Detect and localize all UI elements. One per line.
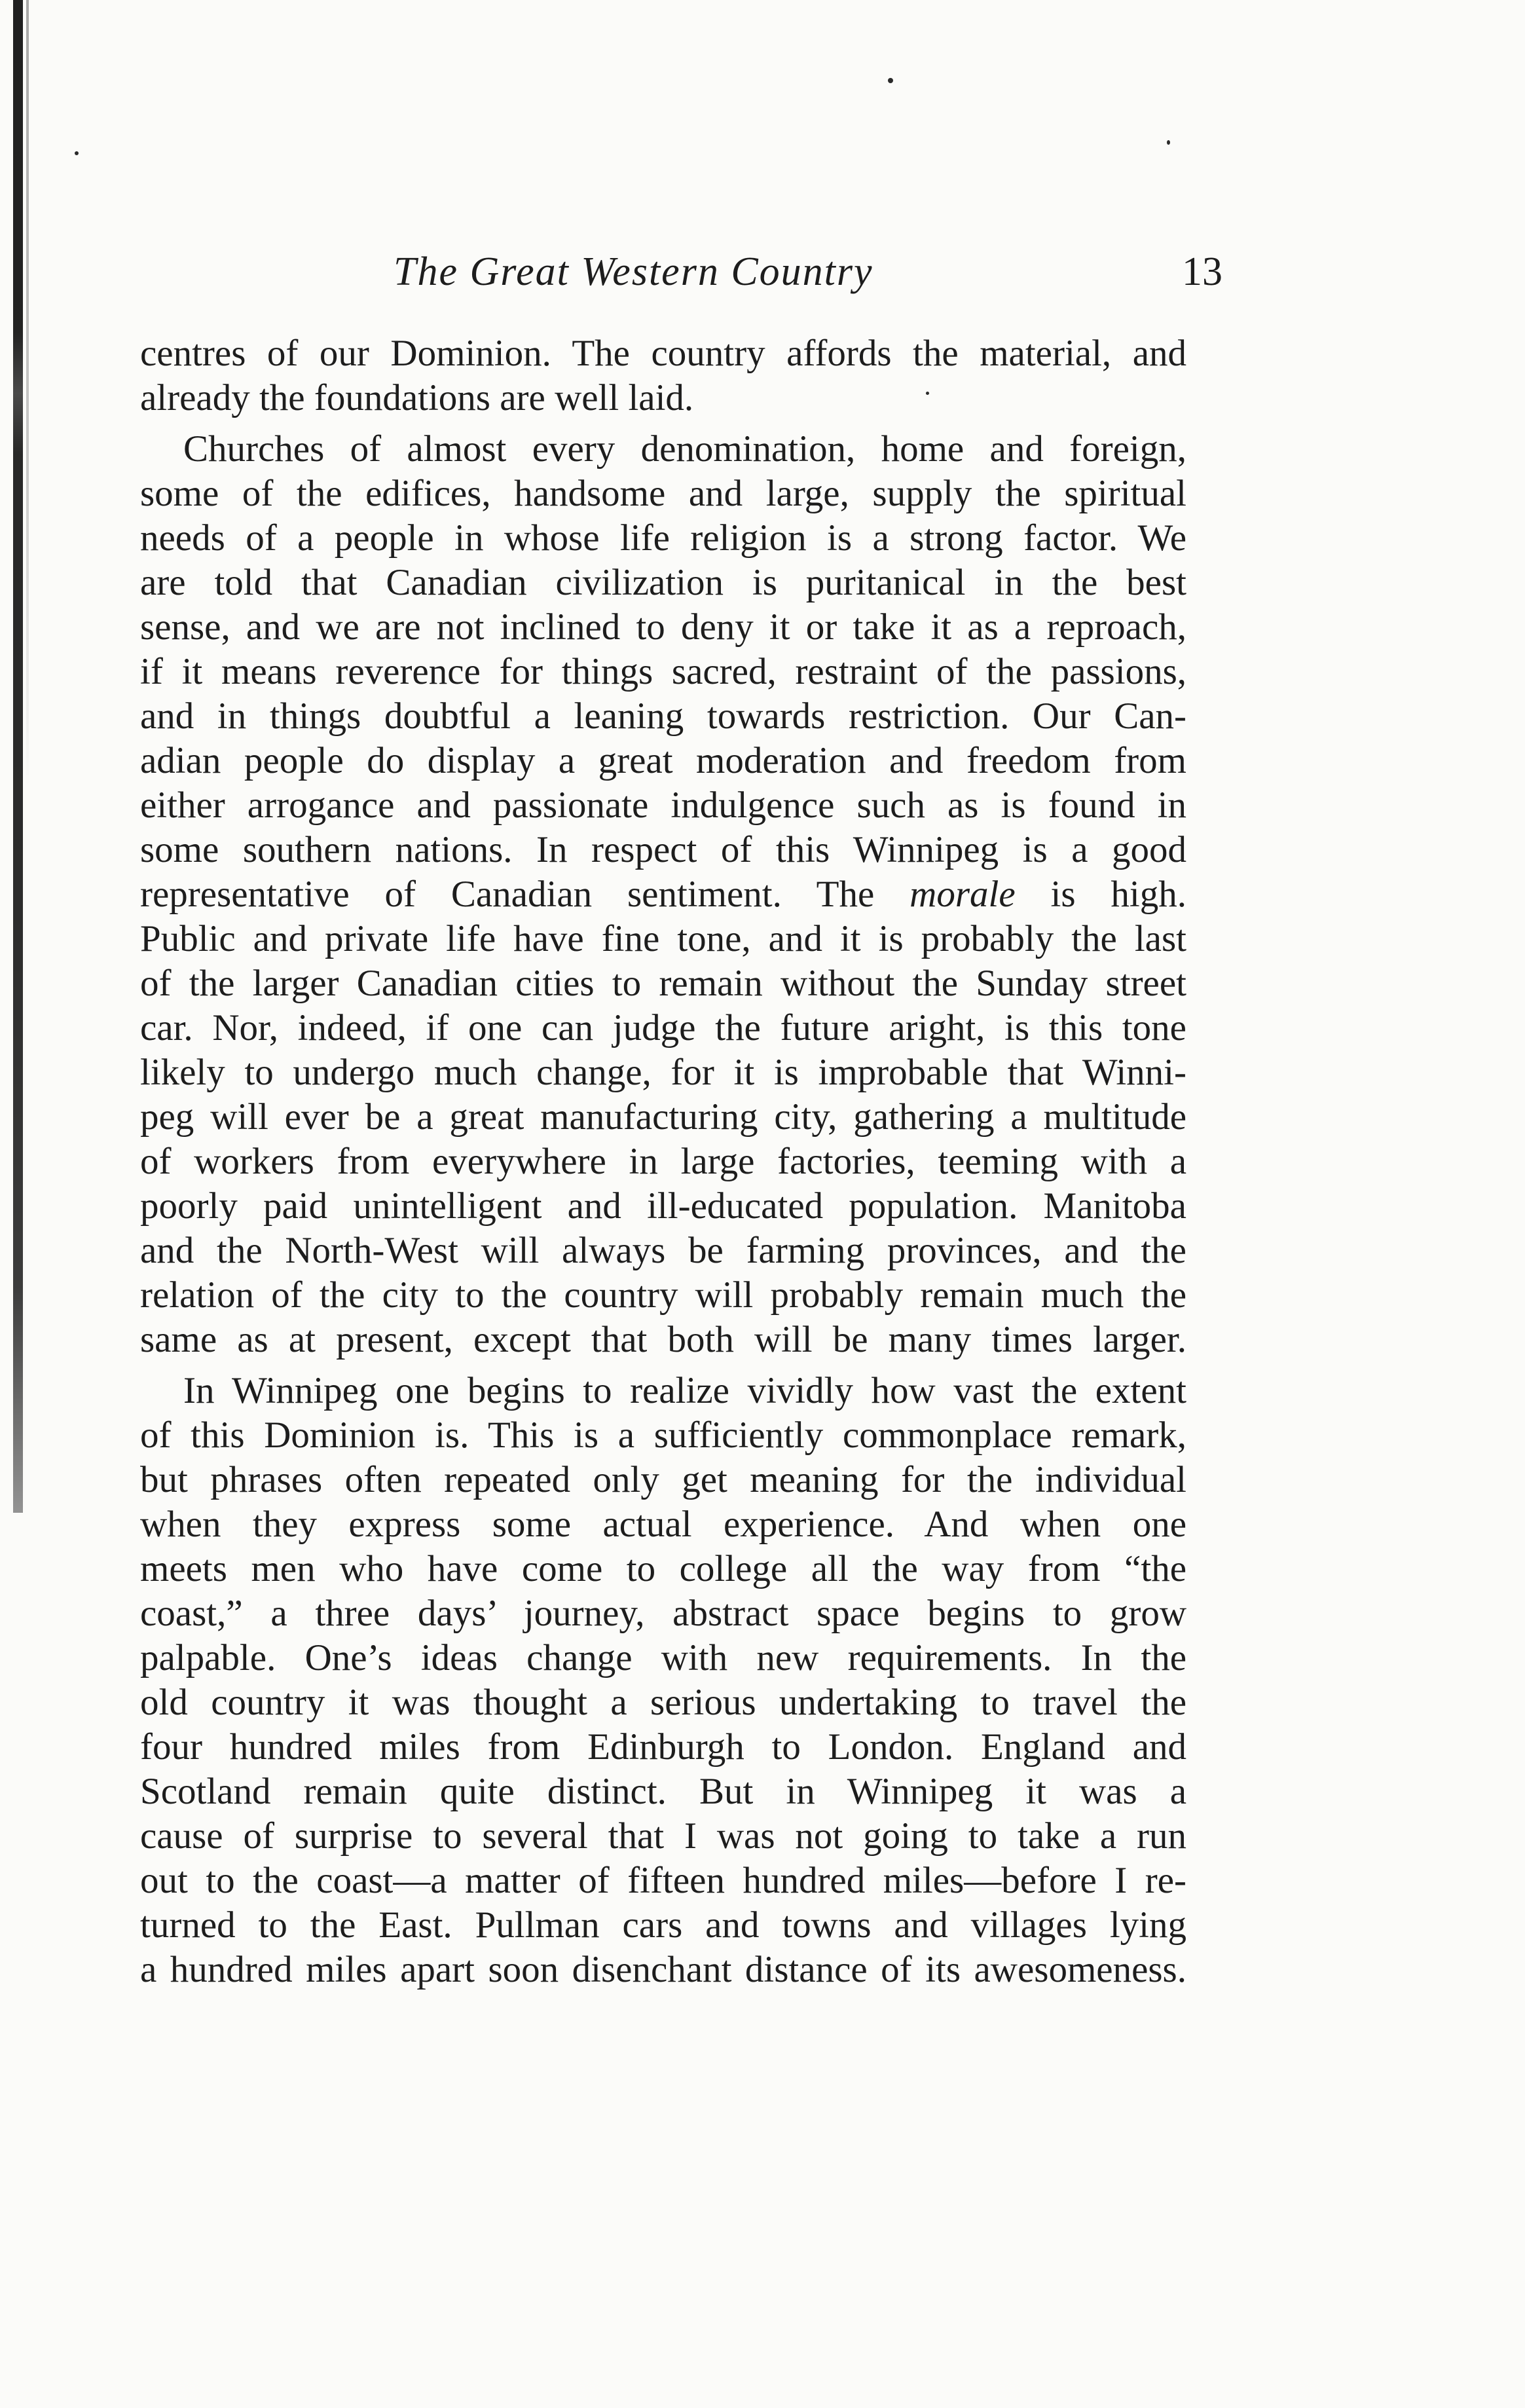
text-line: car. Nor, indeed, if one can judge the future aright, is this tone <box>140 1007 1186 1048</box>
text-column <box>140 331 1186 1992</box>
text-line: In Winnipeg one begins to realize vividly how vast the extent <box>183 1370 1186 1411</box>
text-line: Public and private life have fine tone, and it is probably the last <box>140 918 1186 959</box>
text-line: meets men who have come to college all the way from “the <box>140 1548 1186 1589</box>
text-line: if it means reverence for things sacred, restraint of the passions, <box>140 651 1186 692</box>
text-line: Scotland remain quite distinct. But in Winnipeg it was a <box>140 1771 1186 1812</box>
text-line: palpable. One’s ideas change with new requirements. In the <box>140 1637 1186 1678</box>
text-line: are told that Canadian civilization is puritanical in the best <box>140 562 1186 603</box>
paragraph <box>140 427 1186 1362</box>
text-line: needs of a people in whose life religion is a strong factor. We <box>140 517 1186 559</box>
text-line: of this Dominion is. This is a sufficiently commonplace remark, <box>140 1415 1186 1456</box>
text-line: poorly paid unintelligent and ill-educated population. Manitoba <box>140 1185 1186 1227</box>
text-line: relation of the city to the country will probably remain much the <box>140 1274 1186 1316</box>
text-line: peg will ever be a great manufacturing city, gathering a multitude <box>140 1096 1186 1138</box>
text-line: either arrogance and passionate indulgence such as is found in <box>140 785 1186 826</box>
scan-binding-edge <box>13 0 23 1513</box>
text-line: some southern nations. In respect of this Winnipeg is a good <box>140 829 1186 870</box>
text-line: but phrases often repeated only get meaning for the individual <box>140 1459 1186 1500</box>
text-line: and the North-West will always be farming provinces, and the <box>140 1230 1186 1271</box>
text-line: likely to undergo much change, for it is improbable that Winni- <box>140 1052 1186 1093</box>
scan-speck <box>888 78 893 83</box>
text-line: Churches of almost every denomination, home and foreign, <box>183 428 1186 470</box>
text-line: adian people do display a great moderation and freedom from <box>140 740 1186 781</box>
text-line: cause of surprise to several that I was not going to take a run <box>140 1815 1186 1857</box>
page-number: 13 <box>1182 250 1222 294</box>
text-line: a hundred miles apart soon disenchant distance of its awesomeness. <box>140 1949 1186 1990</box>
text-line: of the larger Canadian cities to remain without the Sunday street <box>140 963 1186 1004</box>
running-head-title: The Great Western Country <box>394 250 873 294</box>
scan-speck <box>1167 140 1170 145</box>
scan-speck <box>75 151 79 155</box>
scan-binding-shadow <box>26 0 29 786</box>
paragraph <box>140 331 1186 420</box>
text-line: same as at present, except that both will be many times larger. <box>140 1319 1186 1360</box>
text-line: turned to the East. Pullman cars and towns and villages lying <box>140 1904 1186 1946</box>
text-segment: is high. <box>1015 874 1186 915</box>
text-line: four hundred miles from Edinburgh to London. England and <box>140 1726 1186 1768</box>
text-line: centres of our Dominion. The country affords the material, and <box>140 333 1186 374</box>
text-segment: representative of Canadian sentiment. The <box>140 874 910 915</box>
text-line: sense, and we are not inclined to deny it or take it as a reproach, <box>140 606 1186 648</box>
text-line <box>140 872 1186 917</box>
text-line: coast,” a three days’ journey, abstract space begins to grow <box>140 1593 1186 1634</box>
text-line: out to the coast—a matter of fifteen hundred miles—before I re- <box>140 1860 1186 1901</box>
text-line: old country it was thought a serious undertaking to travel the <box>140 1682 1186 1723</box>
text-line: and in things doubtful a leaning towards restriction. Our Can- <box>140 695 1186 737</box>
text-line: some of the edifices, handsome and large, supply the spiritual <box>140 473 1186 514</box>
text-line: already the foundations are well laid. <box>140 377 694 418</box>
italic-word: morale <box>909 874 1016 915</box>
text-line: of workers from everywhere in large factories, teeming with a <box>140 1141 1186 1182</box>
text-line: when they express some actual experience. And when one <box>140 1504 1186 1545</box>
paragraph <box>140 1369 1186 1992</box>
